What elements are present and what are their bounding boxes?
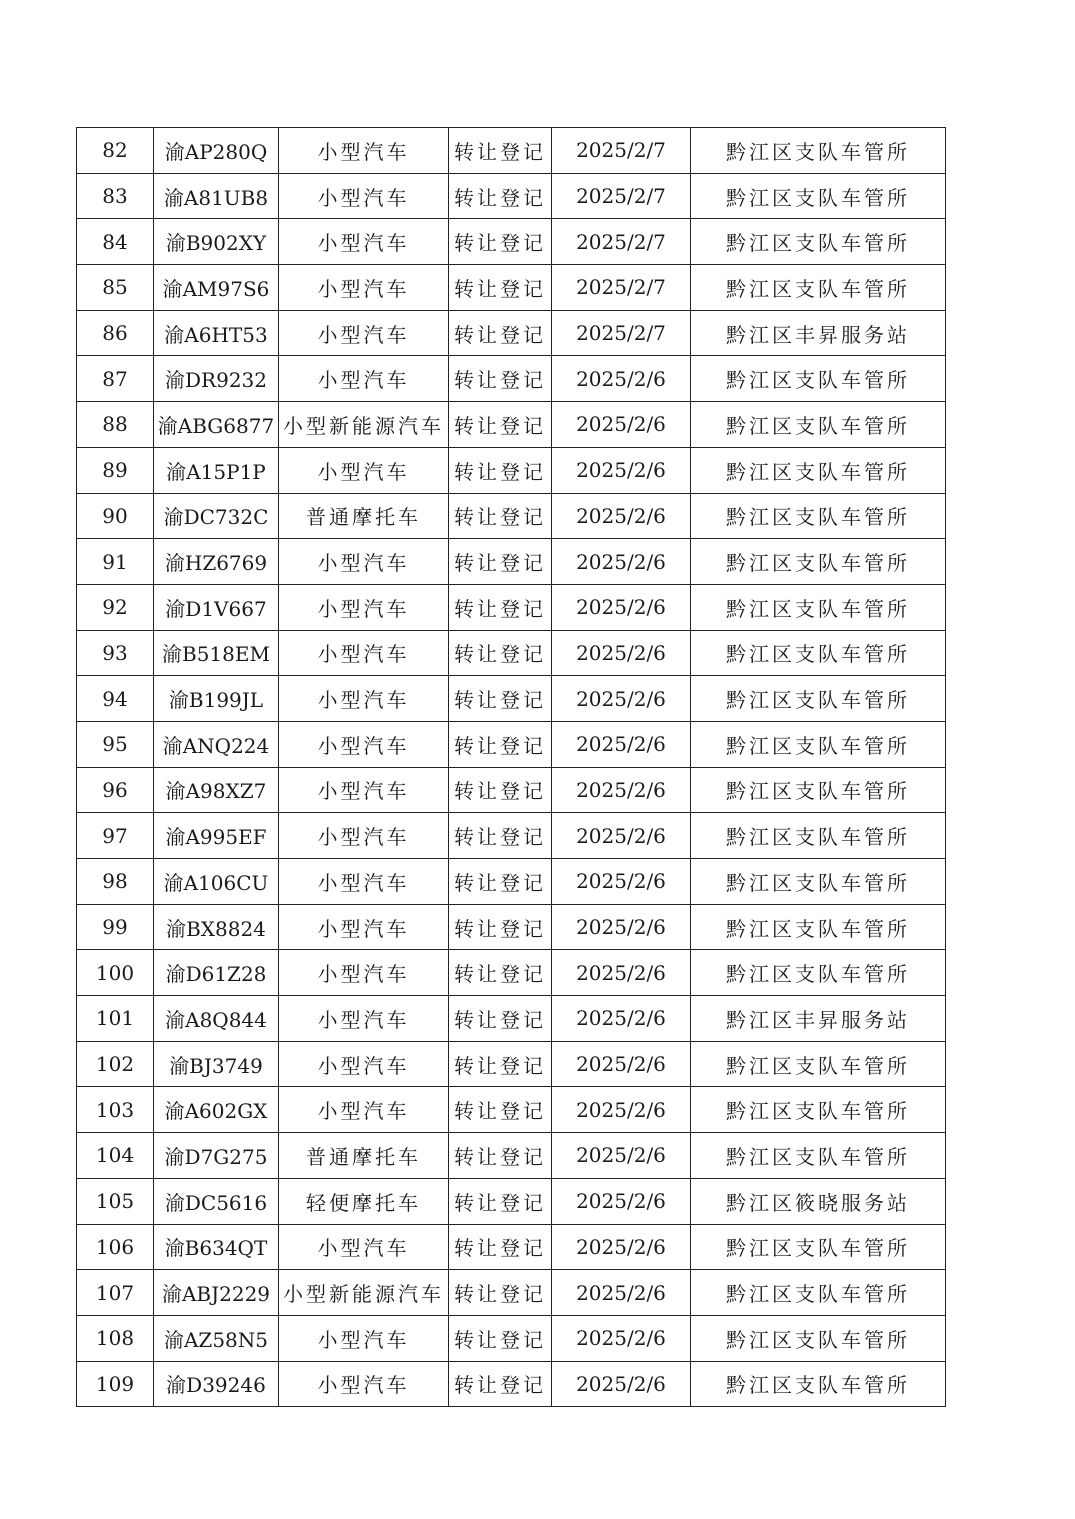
date-cell: 2025/2/6 — [552, 813, 691, 859]
plate-number-cell: 渝ANQ224 — [154, 721, 279, 767]
business-type-cell: 转让登记 — [449, 1087, 552, 1133]
vehicle-type-cell: 小型汽车 — [279, 584, 449, 630]
vehicle-type-cell: 小型汽车 — [279, 813, 449, 859]
business-type-cell: 转让登记 — [449, 1361, 552, 1407]
plate-number-cell: 渝A81UB8 — [154, 173, 279, 219]
business-type-cell: 转让登记 — [449, 904, 552, 950]
vehicle-type-cell: 小型汽车 — [279, 1087, 449, 1133]
plate-number-cell: 渝A106CU — [154, 859, 279, 905]
table-row — [77, 1361, 946, 1407]
business-type-cell: 转让登记 — [449, 950, 552, 996]
vehicle-type-cell: 小型汽车 — [279, 447, 449, 493]
vehicle-type-cell: 小型新能源汽车 — [279, 402, 449, 448]
office-cell: 黔江区支队车管所 — [691, 173, 946, 219]
table-row — [77, 539, 946, 585]
plate-number-cell: 渝AM97S6 — [154, 265, 279, 311]
row-number-cell: 98 — [77, 859, 154, 905]
plate-number-cell: 渝DC732C — [154, 493, 279, 539]
business-type-cell: 转让登记 — [449, 1041, 552, 1087]
row-number-cell: 86 — [77, 310, 154, 356]
vehicle-type-cell: 小型新能源汽车 — [279, 1270, 449, 1316]
business-type-cell: 转让登记 — [449, 1133, 552, 1179]
business-type-cell: 转让登记 — [449, 402, 552, 448]
table-row — [77, 1178, 946, 1224]
date-cell: 2025/2/6 — [552, 630, 691, 676]
row-number-cell: 105 — [77, 1178, 154, 1224]
date-cell: 2025/2/7 — [552, 173, 691, 219]
row-number-cell: 100 — [77, 950, 154, 996]
date-cell: 2025/2/6 — [552, 859, 691, 905]
table-row — [77, 721, 946, 767]
vehicle-type-cell: 小型汽车 — [279, 1041, 449, 1087]
date-cell: 2025/2/6 — [552, 1270, 691, 1316]
plate-number-cell: 渝DC5616 — [154, 1178, 279, 1224]
row-number-cell: 84 — [77, 219, 154, 265]
vehicle-type-cell: 小型汽车 — [279, 950, 449, 996]
row-number-cell: 109 — [77, 1361, 154, 1407]
plate-number-cell: 渝D39246 — [154, 1361, 279, 1407]
vehicle-type-cell: 小型汽车 — [279, 904, 449, 950]
date-cell: 2025/2/6 — [552, 767, 691, 813]
row-number-cell: 82 — [77, 128, 154, 174]
business-type-cell: 转让登记 — [449, 128, 552, 174]
office-cell: 黔江区支队车管所 — [691, 265, 946, 311]
date-cell: 2025/2/6 — [552, 1178, 691, 1224]
row-number-cell: 83 — [77, 173, 154, 219]
date-cell: 2025/2/6 — [552, 493, 691, 539]
date-cell: 2025/2/6 — [552, 904, 691, 950]
row-number-cell: 107 — [77, 1270, 154, 1316]
plate-number-cell: 渝D7G275 — [154, 1133, 279, 1179]
table-row — [77, 1315, 946, 1361]
vehicle-type-cell: 小型汽车 — [279, 310, 449, 356]
date-cell: 2025/2/7 — [552, 265, 691, 311]
table-row — [77, 1087, 946, 1133]
table-row — [77, 493, 946, 539]
row-number-cell: 91 — [77, 539, 154, 585]
business-type-cell: 转让登记 — [449, 1315, 552, 1361]
vehicle-type-cell: 轻便摩托车 — [279, 1178, 449, 1224]
row-number-cell: 103 — [77, 1087, 154, 1133]
office-cell: 黔江区支队车管所 — [691, 219, 946, 265]
table-row — [77, 265, 946, 311]
vehicle-type-cell: 小型汽车 — [279, 265, 449, 311]
row-number-cell: 90 — [77, 493, 154, 539]
date-cell: 2025/2/6 — [552, 402, 691, 448]
date-cell: 2025/2/6 — [552, 1224, 691, 1270]
business-type-cell: 转让登记 — [449, 996, 552, 1042]
date-cell: 2025/2/6 — [552, 721, 691, 767]
date-cell: 2025/2/6 — [552, 584, 691, 630]
plate-number-cell: 渝B902XY — [154, 219, 279, 265]
plate-number-cell: 渝B518EM — [154, 630, 279, 676]
office-cell: 黔江区支队车管所 — [691, 676, 946, 722]
date-cell: 2025/2/6 — [552, 1041, 691, 1087]
business-type-cell: 转让登记 — [449, 584, 552, 630]
row-number-cell: 94 — [77, 676, 154, 722]
office-cell: 黔江区支队车管所 — [691, 767, 946, 813]
business-type-cell: 转让登记 — [449, 356, 552, 402]
date-cell: 2025/2/6 — [552, 1361, 691, 1407]
table-row — [77, 904, 946, 950]
office-cell: 黔江区支队车管所 — [691, 128, 946, 174]
table-body — [77, 128, 946, 1407]
plate-number-cell: 渝A8Q844 — [154, 996, 279, 1042]
date-cell: 2025/2/6 — [552, 676, 691, 722]
table-row — [77, 128, 946, 174]
vehicle-type-cell: 小型汽车 — [279, 128, 449, 174]
table-row — [77, 950, 946, 996]
table-row — [77, 447, 946, 493]
date-cell: 2025/2/6 — [552, 1133, 691, 1179]
business-type-cell: 转让登记 — [449, 767, 552, 813]
date-cell: 2025/2/7 — [552, 128, 691, 174]
row-number-cell: 101 — [77, 996, 154, 1042]
business-type-cell: 转让登记 — [449, 676, 552, 722]
plate-number-cell: 渝B199JL — [154, 676, 279, 722]
date-cell: 2025/2/7 — [552, 219, 691, 265]
vehicle-type-cell: 小型汽车 — [279, 1361, 449, 1407]
vehicle-type-cell: 普通摩托车 — [279, 493, 449, 539]
plate-number-cell: 渝ABJ2229 — [154, 1270, 279, 1316]
office-cell: 黔江区支队车管所 — [691, 1224, 946, 1270]
plate-number-cell: 渝ABG6877 — [154, 402, 279, 448]
office-cell: 黔江区支队车管所 — [691, 904, 946, 950]
table-row — [77, 1270, 946, 1316]
table-row — [77, 584, 946, 630]
office-cell: 黔江区支队车管所 — [691, 447, 946, 493]
business-type-cell: 转让登记 — [449, 1224, 552, 1270]
plate-number-cell: 渝A995EF — [154, 813, 279, 859]
plate-number-cell: 渝D61Z28 — [154, 950, 279, 996]
vehicle-registration-table — [76, 127, 946, 1407]
row-number-cell: 95 — [77, 721, 154, 767]
office-cell: 黔江区支队车管所 — [691, 356, 946, 402]
vehicle-type-cell: 小型汽车 — [279, 996, 449, 1042]
table-row — [77, 356, 946, 402]
vehicle-type-cell: 普通摩托车 — [279, 1133, 449, 1179]
office-cell: 黔江区支队车管所 — [691, 584, 946, 630]
office-cell: 黔江区支队车管所 — [691, 539, 946, 585]
office-cell: 黔江区支队车管所 — [691, 813, 946, 859]
row-number-cell: 85 — [77, 265, 154, 311]
table-row — [77, 1041, 946, 1087]
date-cell: 2025/2/6 — [552, 996, 691, 1042]
vehicle-type-cell: 小型汽车 — [279, 767, 449, 813]
business-type-cell: 转让登记 — [449, 1178, 552, 1224]
plate-number-cell: 渝AZ58N5 — [154, 1315, 279, 1361]
plate-number-cell: 渝B634QT — [154, 1224, 279, 1270]
vehicle-type-cell: 小型汽车 — [279, 1315, 449, 1361]
date-cell: 2025/2/6 — [552, 1087, 691, 1133]
business-type-cell: 转让登记 — [449, 813, 552, 859]
business-type-cell: 转让登记 — [449, 630, 552, 676]
table-row — [77, 1133, 946, 1179]
office-cell: 黔江区支队车管所 — [691, 1270, 946, 1316]
table-row — [77, 630, 946, 676]
business-type-cell: 转让登记 — [449, 173, 552, 219]
vehicle-type-cell: 小型汽车 — [279, 676, 449, 722]
table-row — [77, 173, 946, 219]
date-cell: 2025/2/6 — [552, 1315, 691, 1361]
business-type-cell: 转让登记 — [449, 493, 552, 539]
row-number-cell: 92 — [77, 584, 154, 630]
vehicle-type-cell: 小型汽车 — [279, 173, 449, 219]
date-cell: 2025/2/6 — [552, 950, 691, 996]
row-number-cell: 106 — [77, 1224, 154, 1270]
row-number-cell: 89 — [77, 447, 154, 493]
row-number-cell: 102 — [77, 1041, 154, 1087]
plate-number-cell: 渝DR9232 — [154, 356, 279, 402]
table-row — [77, 219, 946, 265]
date-cell: 2025/2/6 — [552, 539, 691, 585]
row-number-cell: 88 — [77, 402, 154, 448]
business-type-cell: 转让登记 — [449, 539, 552, 585]
office-cell: 黔江区支队车管所 — [691, 1041, 946, 1087]
plate-number-cell: 渝AP280Q — [154, 128, 279, 174]
plate-number-cell: 渝HZ6769 — [154, 539, 279, 585]
office-cell: 黔江区支队车管所 — [691, 1133, 946, 1179]
table-row — [77, 1224, 946, 1270]
plate-number-cell: 渝BX8824 — [154, 904, 279, 950]
plate-number-cell: 渝A6HT53 — [154, 310, 279, 356]
row-number-cell: 104 — [77, 1133, 154, 1179]
business-type-cell: 转让登记 — [449, 310, 552, 356]
vehicle-type-cell: 小型汽车 — [279, 219, 449, 265]
vehicle-type-cell: 小型汽车 — [279, 859, 449, 905]
office-cell: 黔江区筱晓服务站 — [691, 1178, 946, 1224]
table-row — [77, 859, 946, 905]
business-type-cell: 转让登记 — [449, 219, 552, 265]
table-row — [77, 310, 946, 356]
business-type-cell: 转让登记 — [449, 265, 552, 311]
vehicle-type-cell: 小型汽车 — [279, 539, 449, 585]
row-number-cell: 87 — [77, 356, 154, 402]
row-number-cell: 99 — [77, 904, 154, 950]
vehicle-type-cell: 小型汽车 — [279, 721, 449, 767]
table-row — [77, 402, 946, 448]
vehicle-type-cell: 小型汽车 — [279, 630, 449, 676]
office-cell: 黔江区支队车管所 — [691, 493, 946, 539]
vehicle-type-cell: 小型汽车 — [279, 356, 449, 402]
row-number-cell: 108 — [77, 1315, 154, 1361]
office-cell: 黔江区支队车管所 — [691, 1315, 946, 1361]
office-cell: 黔江区丰昇服务站 — [691, 996, 946, 1042]
table-row — [77, 813, 946, 859]
office-cell: 黔江区支队车管所 — [691, 859, 946, 905]
plate-number-cell: 渝D1V667 — [154, 584, 279, 630]
row-number-cell: 93 — [77, 630, 154, 676]
plate-number-cell: 渝BJ3749 — [154, 1041, 279, 1087]
office-cell: 黔江区支队车管所 — [691, 950, 946, 996]
date-cell: 2025/2/7 — [552, 310, 691, 356]
office-cell: 黔江区支队车管所 — [691, 630, 946, 676]
office-cell: 黔江区支队车管所 — [691, 721, 946, 767]
vehicle-type-cell: 小型汽车 — [279, 1224, 449, 1270]
date-cell: 2025/2/6 — [552, 447, 691, 493]
table-row — [77, 996, 946, 1042]
plate-number-cell: 渝A602GX — [154, 1087, 279, 1133]
table-row — [77, 676, 946, 722]
business-type-cell: 转让登记 — [449, 1270, 552, 1316]
office-cell: 黔江区支队车管所 — [691, 1087, 946, 1133]
plate-number-cell: 渝A15P1P — [154, 447, 279, 493]
row-number-cell: 97 — [77, 813, 154, 859]
office-cell: 黔江区丰昇服务站 — [691, 310, 946, 356]
business-type-cell: 转让登记 — [449, 721, 552, 767]
table-row — [77, 767, 946, 813]
row-number-cell: 96 — [77, 767, 154, 813]
office-cell: 黔江区支队车管所 — [691, 402, 946, 448]
business-type-cell: 转让登记 — [449, 447, 552, 493]
plate-number-cell: 渝A98XZ7 — [154, 767, 279, 813]
business-type-cell: 转让登记 — [449, 859, 552, 905]
date-cell: 2025/2/6 — [552, 356, 691, 402]
office-cell: 黔江区支队车管所 — [691, 1361, 946, 1407]
